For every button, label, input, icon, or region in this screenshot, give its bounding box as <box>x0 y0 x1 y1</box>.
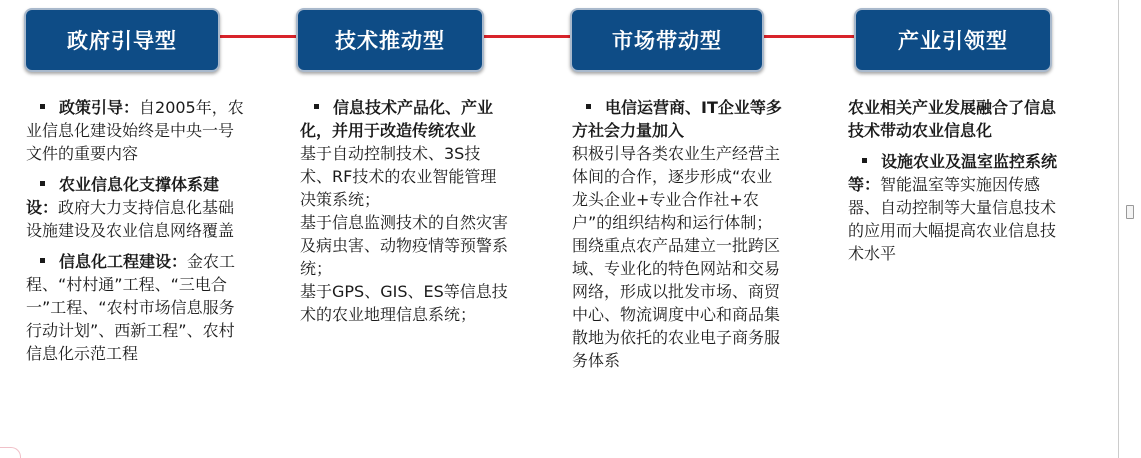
paragraph-monitoring: 基于信息监测技术的自然灾害及病虫害、动物疫情等预警系统； <box>300 213 509 278</box>
header-label: 产业引领型 <box>898 29 1008 53</box>
bullet-icon <box>314 104 319 109</box>
paragraph-support-system: 农业信息化支撑体系建设：政府大力支持信息化基础设施建设及农业信息网络覆盖 <box>26 175 235 240</box>
paragraph-integration: 农业相关产业发展融合了信息技术带动农业信息化 <box>848 98 1057 140</box>
paragraph-greenhouse: 设施农业及温室监控系统等：智能温室等实施因传感器、自动控制等大量信息技术的应用而大幅提高农业信息技术水平 <box>848 152 1058 263</box>
paragraph-productization: 信息技术产品化、产业化，并用于改造传统农业 <box>300 98 494 140</box>
paragraph-auto-control: 基于自动控制技术、3S技术、RF技术的农业智能管理决策系统； <box>300 144 497 209</box>
paragraph-policy: 政策引导：自2005年，农业信息化建设始终是中央一号文件的重要内容 <box>26 98 244 163</box>
bullet-icon <box>40 104 45 109</box>
connector-line-1 <box>218 35 298 38</box>
bullet-icon <box>40 181 45 186</box>
header-market-driven <box>570 8 764 72</box>
bullet-icon <box>586 104 591 109</box>
paragraph-projects: 信息化工程建设：金农工程、“村村通”工程、“三电合一”工程、“农村市场信息服务行动计划”、西新工程”、农村信息化示范工程 <box>26 252 236 363</box>
header-label: 政府引导型 <box>67 29 177 53</box>
corner-decoration <box>0 447 21 458</box>
column-government <box>26 96 244 365</box>
bullet-icon <box>40 258 45 263</box>
bullet-icon <box>862 158 867 163</box>
vertical-scrollbar[interactable] <box>1118 0 1141 458</box>
header-label: 市场带动型 <box>612 29 722 53</box>
scroll-handle-icon[interactable] <box>1126 205 1134 219</box>
paragraph-cooperation: 积极引导各类农业生产经营主体间的合作，逐步形成“农业龙头企业+专业合作社+农户”的组织结构和运行体制； <box>572 144 781 232</box>
connector-line-2 <box>482 35 572 38</box>
column-market <box>572 96 784 372</box>
paragraph-gis: 基于GPS、GIS、ES等信息技术的农业地理信息系统； <box>300 282 508 324</box>
header-technology-driven <box>296 8 484 72</box>
header-government-guided <box>24 8 220 72</box>
header-label: 技术推动型 <box>335 29 445 53</box>
column-technology <box>300 96 512 326</box>
connector-line-3 <box>762 35 856 38</box>
header-industry-led <box>854 8 1052 72</box>
column-industry <box>848 96 1060 265</box>
paragraph-telecom: 电信运营商、IT企业等多方社会力量加入 <box>572 98 782 140</box>
paragraph-ecommerce: 围绕重点农产品建立一批跨区域、专业化的特色网站和交易网络，形成以批发市场、商贸中心、物流调度中心和商品集散地为依托的农业电子商务服务体系 <box>572 236 781 370</box>
